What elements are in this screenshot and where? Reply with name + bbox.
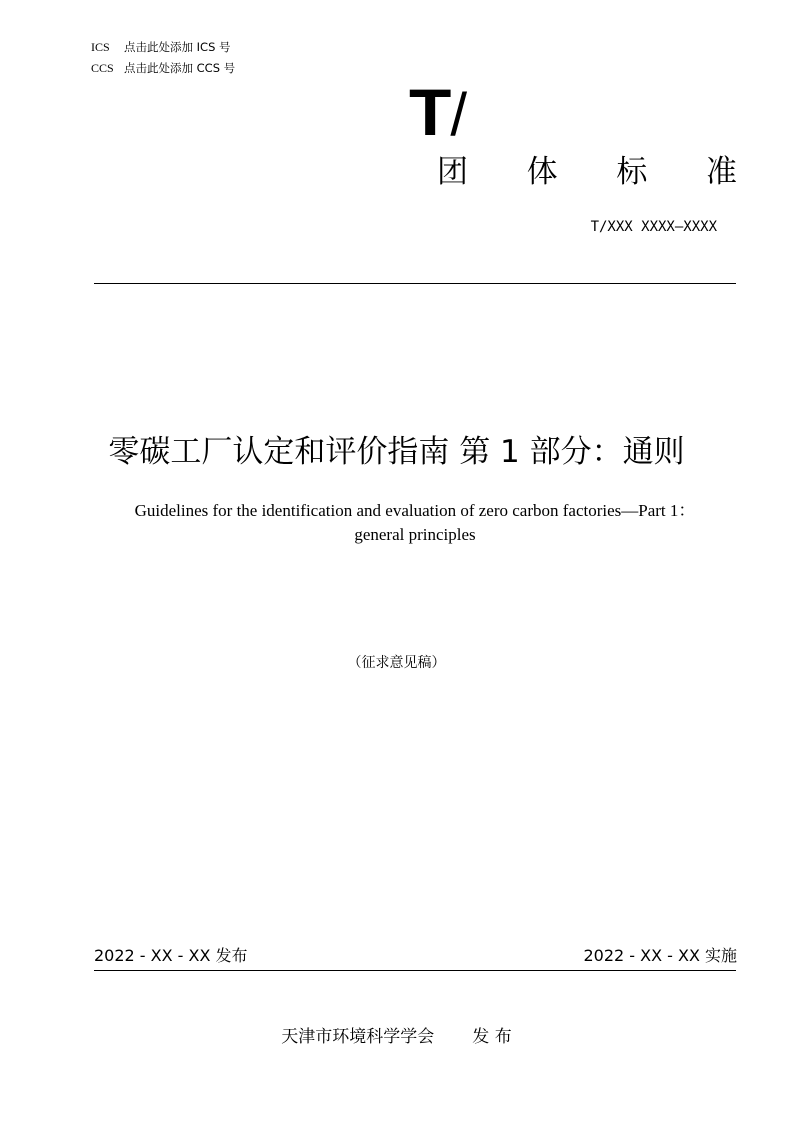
ccs-placeholder[interactable]: 点击此处添加 CCS 号 (124, 61, 236, 75)
standard-type-char: 标 (616, 154, 648, 190)
top-divider (94, 283, 736, 284)
standard-type-char: 准 (705, 154, 737, 190)
document-title-chinese: 零碳工厂认定和评价指南 第 1 部分：通则 (108, 434, 685, 470)
logo-slash: / (450, 81, 467, 148)
draft-status: （征求意见稿） (347, 655, 446, 671)
standard-number: T/XXX XXXX—XXXX (590, 219, 717, 235)
publisher-name: 天津市环境科学学会 (281, 1027, 435, 1047)
standard-type-char: 团 (437, 154, 468, 190)
implementation-date: 2022 - XX - XX 实施 (583, 946, 737, 965)
standard-type-char: 体 (526, 154, 558, 190)
document-title-english-line-1: Guidelines for the identification and evaluation of zero carbon factories—Part 1： (134, 501, 696, 520)
standard-type (437, 152, 737, 192)
bottom-divider (94, 970, 736, 971)
document-title-english-line-2: general principles (354, 525, 476, 544)
publisher (0, 1025, 793, 1049)
ccs-code: CCS (91, 61, 114, 75)
ics-placeholder[interactable]: 点击此处添加 ICS 号 (124, 40, 231, 54)
issue-date: 2022 - XX - XX 发布 (94, 946, 248, 965)
ccs-line (91, 60, 235, 76)
standard-logo (408, 75, 467, 149)
logo-letter: T (408, 75, 452, 149)
publish-action: 发 布 (472, 1027, 512, 1047)
ics-code: ICS (91, 40, 110, 54)
ics-line (91, 39, 231, 55)
